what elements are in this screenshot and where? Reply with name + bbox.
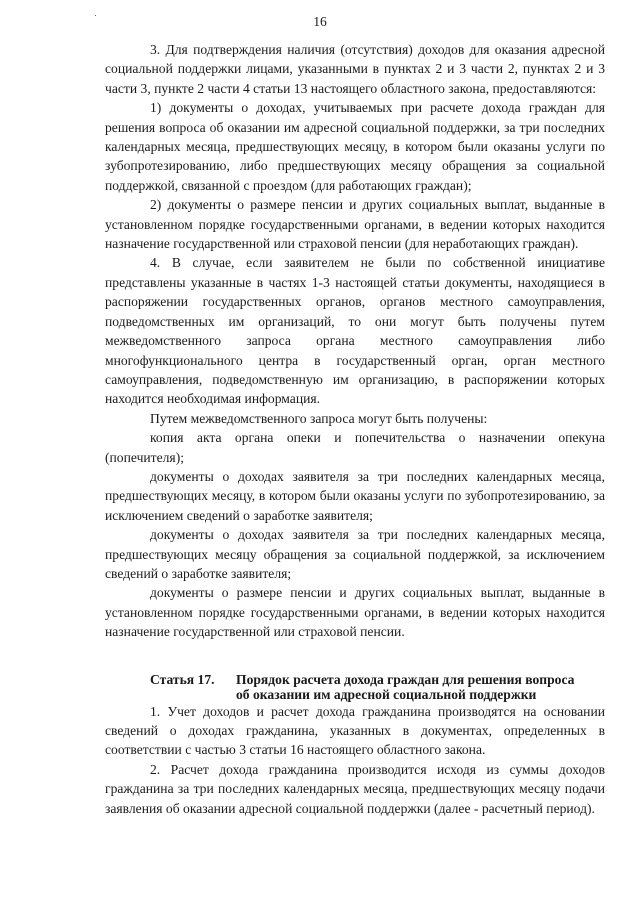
article-heading [105, 672, 605, 702]
document-body [105, 40, 605, 818]
paragraph-item-2: 2) документы о размере пенсии и других социальных выплат, выданные в установленном порядке государственными органами, в ведении которых находится назначение государственной или страховой пенсии (для неработающих граждан). [105, 197, 605, 252]
paragraph-part-3: 3. Для подтверждения наличия (отсутствия) доходов для оказания адресной социальной поддержки лицами, указанными в пунктах 2 и 3 части 2, пунктах 2 и 3 части 3, пункте 2 части 4 статьи 13 настоящего областного закона, предоставляются: [105, 42, 605, 96]
paragraph-part-4: 4. В случае, если заявителем не были по собственной инициативе представлены указанные в частях 1-3 настоящей статьи документы, находящиеся в распоряжении государственных органов, органов местного самоуправления, подведомственных им организаций, то они могут быть получены путем межведомственного запроса органа местного самоуправления либо многофункционального центра в государственный орган, орган местного самоуправления, подведомственную им организацию, в распоряжении которых находится необходимая информация. [105, 255, 605, 407]
paragraph-intro-list: Путем межведомственного запроса могут быть получены: [150, 410, 488, 426]
section-gap [105, 642, 605, 672]
article-paragraph-2: 2. Расчет дохода гражданина производится исходя из суммы доходов гражданина за три последних календарных месяца, предшествующих месяцу подачи заявления об оказании адресной социальной поддержки (далее - расчетный период). [105, 761, 605, 816]
article-title-line-2: об оказании им адресной социальной поддержки [236, 686, 537, 702]
page-number: 16 [313, 14, 327, 29]
list-item-income-support: документы о доходах заявителя за три последних календарных месяца, предшествующих месяцу обращения за социальной поддержкой, за исключением сведений о заработке заявителя; [105, 527, 605, 581]
article-title-line-1: Порядок расчета дохода граждан для решения вопроса [236, 671, 575, 687]
paragraph-item-1: 1) документы о доходах, учитываемых при расчете дохода граждан для решения вопроса об оказании им адресной социальной поддержки, за три последних календарных месяца, предшествующих месяцу, в котором были оказаны услуги по зубопротезированию, либо предшествующих месяцу обращения за социальной поддержкой, связанной с проездом (для работающих граждан); [105, 100, 605, 193]
list-item-pension: документы о размере пенсии и других социальных выплат, выданные в установленном порядке государственными органами, в ведении которых находится назначение государственной или страховой пенсии. [105, 585, 605, 640]
list-item-income-dental: документы о доходах заявителя за три последних календарных месяца, предшествующих месяцу, в котором были оказаны услуги по зубопротезированию, за исключением сведений о заработке заявителя; [105, 468, 605, 523]
article-paragraph-1: 1. Учет доходов и расчет дохода гражданина производятся на основании сведений о доходах гражданина, указанных в документах, определенных в соответствии с частью 3 статьи 16 настоящего областного закона. [105, 703, 605, 758]
article-label: Статья 17. [150, 671, 215, 687]
list-item-guardianship: копия акта органа опеки и попечительства о назначении опекуна (попечителя); [105, 430, 605, 465]
